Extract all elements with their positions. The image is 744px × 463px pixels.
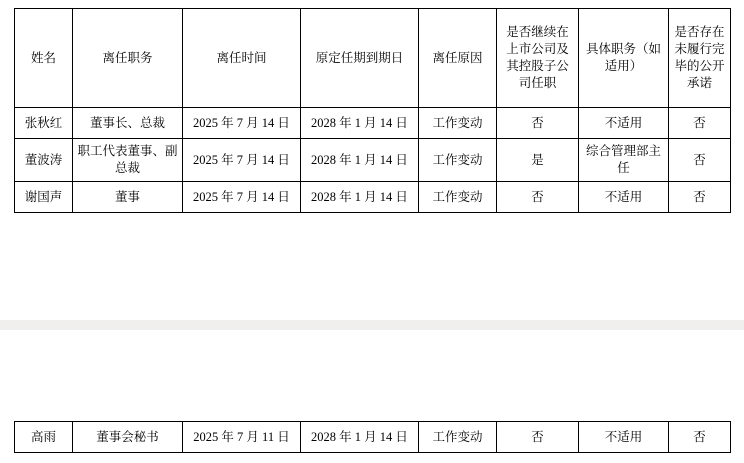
column-header-detail: 具体职务（如适用）	[579, 9, 669, 108]
cell-promise: 否	[669, 182, 731, 213]
cell-post: 职工代表董事、副总裁	[73, 139, 183, 182]
cell-name: 高雨	[15, 422, 73, 453]
table-row	[15, 422, 731, 453]
table-header-row	[15, 9, 731, 108]
cell-expire: 2028 年 1 月 14 日	[301, 182, 419, 213]
cell-reason: 工作变动	[419, 139, 497, 182]
cell-name: 谢国声	[15, 182, 73, 213]
cell-post: 董事长、总裁	[73, 108, 183, 139]
cell-post: 董事	[73, 182, 183, 213]
cell-name: 张秋红	[15, 108, 73, 139]
cell-date: 2025 年 7 月 14 日	[183, 182, 301, 213]
column-header-name: 姓名	[15, 9, 73, 108]
cell-expire: 2028 年 1 月 14 日	[301, 108, 419, 139]
page-break-separator	[0, 320, 744, 330]
column-header-date: 离任时间	[183, 9, 301, 108]
cell-date: 2025 年 7 月 11 日	[183, 422, 301, 453]
cell-continue: 否	[497, 108, 579, 139]
cell-name: 董波涛	[15, 139, 73, 182]
column-header-expire: 原定任期到期日	[301, 9, 419, 108]
cell-expire: 2028 年 1 月 14 日	[301, 139, 419, 182]
cell-detail: 综合管理部主任	[579, 139, 669, 182]
cell-reason: 工作变动	[419, 182, 497, 213]
cell-reason: 工作变动	[419, 422, 497, 453]
cell-detail: 不适用	[579, 182, 669, 213]
table-row	[15, 139, 731, 182]
column-header-promise: 是否存在未履行完毕的公开承诺	[669, 9, 731, 108]
cell-promise: 否	[669, 108, 731, 139]
resignation-table-continued	[14, 421, 731, 453]
cell-continue: 否	[497, 422, 579, 453]
cell-expire: 2028 年 1 月 14 日	[301, 422, 419, 453]
cell-date: 2025 年 7 月 14 日	[183, 139, 301, 182]
cell-date: 2025 年 7 月 14 日	[183, 108, 301, 139]
cell-post: 董事会秘书	[73, 422, 183, 453]
cell-continue: 是	[497, 139, 579, 182]
cell-continue: 否	[497, 182, 579, 213]
column-header-reason: 离任原因	[419, 9, 497, 108]
cell-reason: 工作变动	[419, 108, 497, 139]
table-row	[15, 182, 731, 213]
cell-detail: 不适用	[579, 422, 669, 453]
column-header-post: 离任职务	[73, 9, 183, 108]
column-header-continue: 是否继续在上市公司及其控股子公司任职	[497, 9, 579, 108]
table-row	[15, 108, 731, 139]
cell-promise: 否	[669, 422, 731, 453]
resignation-table	[14, 8, 731, 213]
cell-detail: 不适用	[579, 108, 669, 139]
cell-promise: 否	[669, 139, 731, 182]
